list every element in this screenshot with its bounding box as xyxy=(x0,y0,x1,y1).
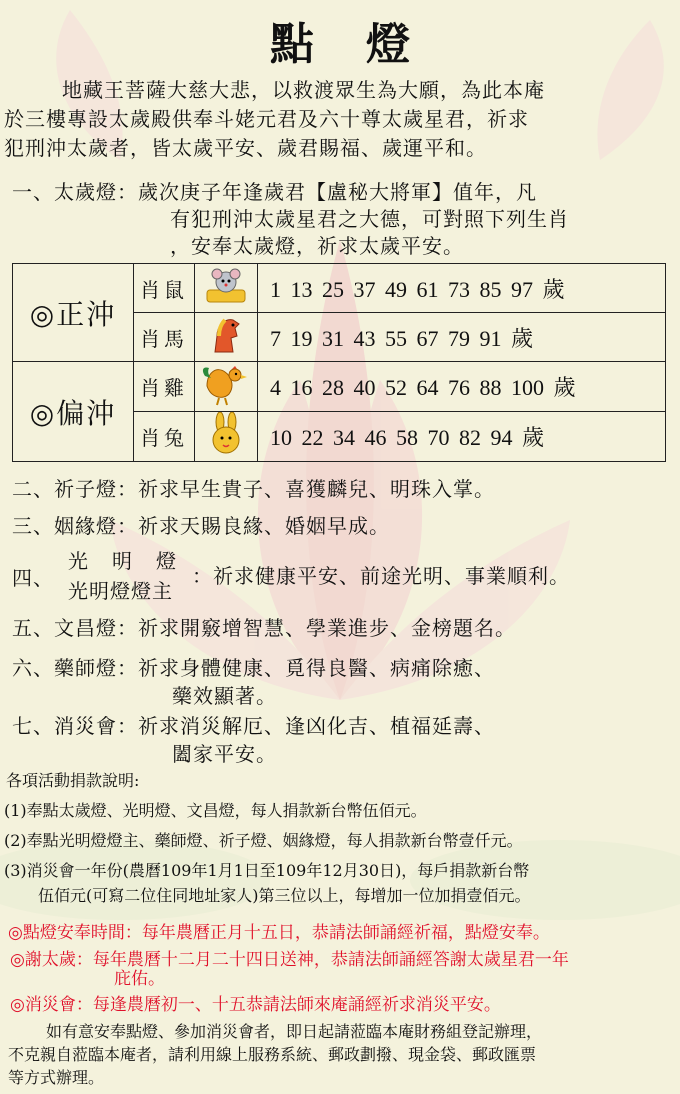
rat-icon xyxy=(195,264,258,313)
footer-line: 等方式辦理。 xyxy=(8,1068,105,1087)
zodiac-name: 肖兔 xyxy=(134,412,195,462)
item-number: 三、 xyxy=(12,514,54,538)
zodiac-name: 肖雞 xyxy=(134,362,195,412)
footer-line: 不克親自蒞臨本庵者，請利用線上服務系統、郵政劃撥、現金袋、郵政匯票 xyxy=(8,1045,537,1064)
registration-info xyxy=(8,1020,676,1089)
lighting-time-notice: ◎點燈安奉時間：每年農曆正月十五日，恭請法師誦經祈福，點燈安奉。 xyxy=(8,923,550,943)
item-number: 六、 xyxy=(12,656,54,680)
item-name: 消災會： xyxy=(54,714,138,738)
item-text: ：祈求健康平安、前途光明、事業順利。 xyxy=(192,564,570,588)
intro-paragraph xyxy=(4,76,676,163)
donation-note: 伍佰元(可寫二位住同地址家人)第三位以上，每增加一位加捐壹佰元。 xyxy=(38,886,531,905)
item-name: 光 明 燈 xyxy=(68,549,178,573)
age-list: 1 13 25 37 49 61 73 85 97 歲 xyxy=(258,264,666,313)
item-disaster-assembly xyxy=(12,710,495,739)
item-text: ，安奉太歲燈，祈求太歲平安。 xyxy=(170,234,464,258)
item-text: 祈求開竅增智慧、學業進步、金榜題名。 xyxy=(138,616,516,640)
item-text: 有犯刑沖太歲星君之大德，可對照下列生肖 xyxy=(170,207,569,231)
item-text: 藥效顯著。 xyxy=(172,684,277,708)
intro-line: 地藏王菩薩大慈大悲，以救渡眾生為大願，為此本庵 xyxy=(62,78,545,102)
item-number: 七、 xyxy=(12,714,54,738)
zodiac-name: 肖鼠 xyxy=(134,264,195,313)
zodiac-name: 肖馬 xyxy=(134,313,195,362)
item-name: 姻緣燈： xyxy=(54,514,138,538)
direct-clash-label: ◎正沖 xyxy=(13,264,134,362)
horse-icon xyxy=(195,313,258,362)
item-number: 四、 xyxy=(12,566,54,590)
intro-line: 於三樓專設太歲殿供奉斗姥元君及六十尊太歲星君，祈求 xyxy=(4,107,529,131)
table-row xyxy=(13,362,666,412)
age-list: 10 22 34 46 58 70 82 94 歲 xyxy=(258,412,666,462)
item-text: 闔家平安。 xyxy=(172,742,277,766)
donation-note: (1)奉點太歲燈、光明燈、文昌燈，每人捐款新台幣伍佰元。 xyxy=(4,801,427,820)
rooster-icon xyxy=(195,362,258,412)
item-text: 祈求早生貴子、喜獲麟兒、明珠入掌。 xyxy=(138,477,495,501)
intro-line: 犯刑沖太歲者，皆太歲平安、歲君賜福、歲運平和。 xyxy=(4,136,487,160)
donation-heading: 各項活動捐款說明: xyxy=(6,771,140,790)
item-number: 二、 xyxy=(12,477,54,501)
item-text: 祈求消災解厄、逢凶化吉、植福延壽、 xyxy=(138,714,495,738)
item-name: 光明燈燈主 xyxy=(68,579,173,603)
age-list: 4 16 28 40 52 64 76 88 100 歲 xyxy=(258,362,666,412)
item-taisui-lamp xyxy=(12,176,537,205)
item-number: 五、 xyxy=(12,616,54,640)
item-number: 一、 xyxy=(12,180,54,204)
thank-taisui-notice-cont: 庇佑。 xyxy=(114,969,165,989)
item-medicine-lamp xyxy=(12,652,495,681)
disaster-assembly-notice: ◎消災會：每逢農曆初一、十五恭請法師來庵誦經祈求消災平安。 xyxy=(10,995,501,1015)
item-name: 祈子燈： xyxy=(54,477,138,501)
item-text: 祈求身體健康、覓得良醫、病痛除癒、 xyxy=(138,656,495,680)
donation-note: (2)奉點光明燈燈主、藥師燈、祈子燈、姻緣燈，每人捐款新台幣壹仟元。 xyxy=(4,831,523,850)
partial-clash-label: ◎偏沖 xyxy=(13,362,134,462)
zodiac-clash-table xyxy=(12,263,666,462)
age-list: 7 19 31 43 55 67 79 91 歲 xyxy=(258,313,666,362)
item-text: 歲次庚子年逢歲君【盧秘大將軍】值年，凡 xyxy=(138,180,537,204)
item-name: 藥師燈： xyxy=(54,656,138,680)
item-marriage-lamp xyxy=(12,510,390,539)
page-title: 點燈 xyxy=(270,19,462,70)
item-child-lamp xyxy=(12,473,495,502)
thank-taisui-notice: ◎謝太歲：每年農曆十二月二十四日送神，恭請法師誦經答謝太歲星君一年 xyxy=(10,950,569,970)
rabbit-icon xyxy=(195,412,258,462)
item-wenchang-lamp xyxy=(12,612,516,641)
footer-line: 如有意安奉點燈、參加消災會者，即日起請蒞臨本庵財務組登記辦理， xyxy=(46,1022,543,1041)
item-name: 文昌燈： xyxy=(54,616,138,640)
donation-note: (3)消災會一年份(農曆109年1月1日至109年12月30日)，每戶捐款新台幣 xyxy=(4,861,530,880)
item-text: 祈求天賜良緣、婚姻早成。 xyxy=(138,514,390,538)
item-name: 太歲燈： xyxy=(54,180,138,204)
table-row xyxy=(13,264,666,313)
